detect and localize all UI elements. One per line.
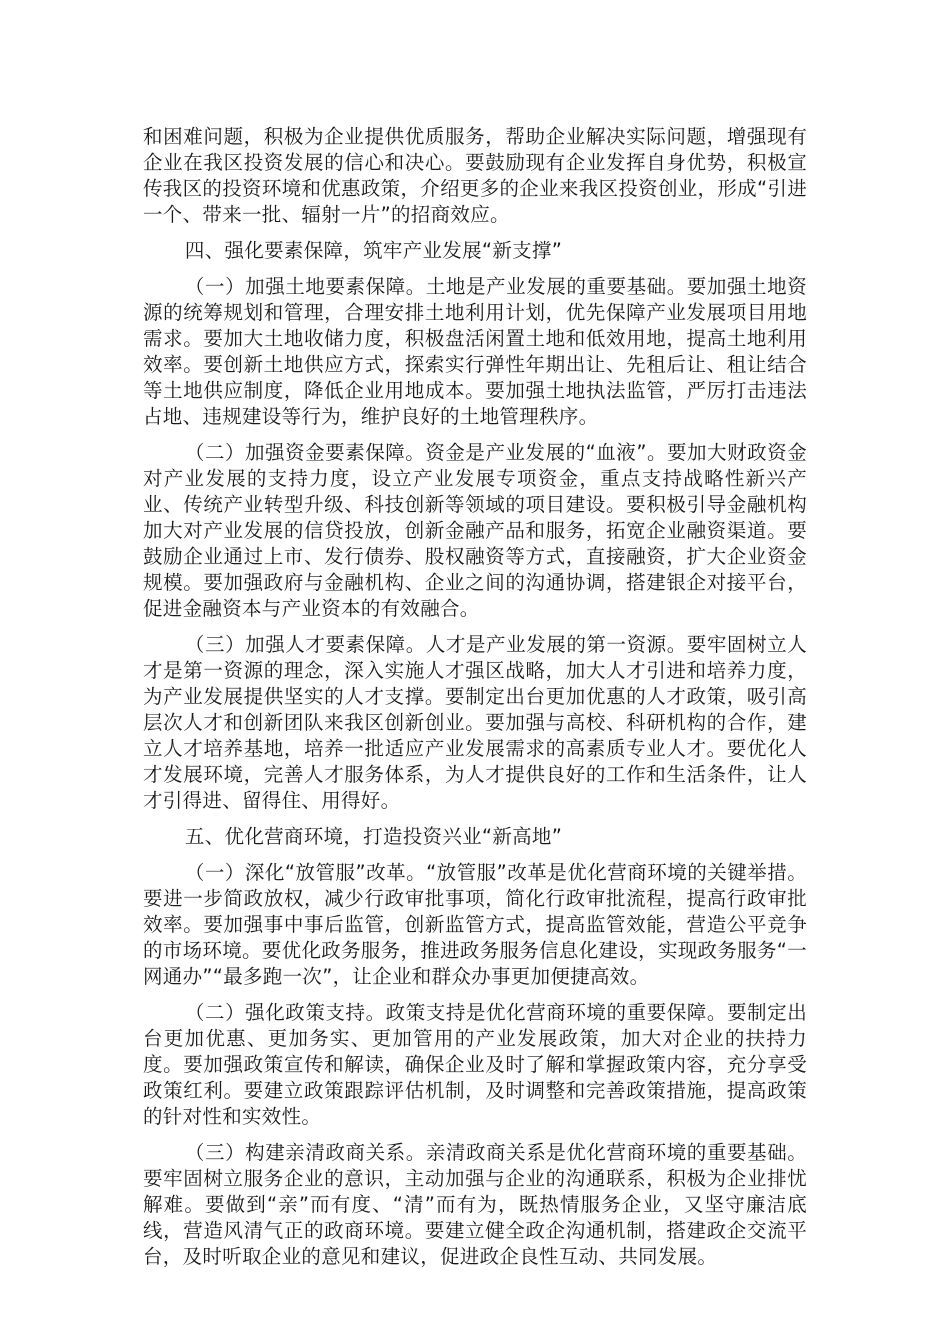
paragraph-capital-guarantee: （二）加强资金要素保障。资金是产业发展的“血液”。要加大财政资金对产业发展的支持力度，设立产业发展专项资金，重点支持战略性新兴产业、传统产业转型升级、科技创新等领域的项目建设。要积极引导金融机构加大对产业发展的信贷投放，创新金融产品和服务，拓宽企业融资渠道。要鼓励企业通过上市、发行债券、股权融资等方式，直接融资，扩大企业资金规模。要加强政府与金融机构、企业之间的沟通协调，搭建银企对接平台，促进金融资本与产业资本的有效融合。: [143, 441, 807, 620]
section-heading-four: 四、强化要素保障，筑牢产业发展“新支撑”: [184, 239, 563, 262]
document-body: [143, 124, 807, 1280]
paragraph-talent-guarantee: （三）加强人才要素保障。人才是产业发展的第一资源。要牢固树立人才是第一资源的理念，深入实施人才强区战略，加大人才引进和培养力度，为产业发展提供坚实的人才支撑。要制定出台更加优惠的人才政策，吸引高层次人才和创新团队来我区创新创业。要加强与高校、科研机构的合作，建立人才培养基地，培养一批适应产业发展需求的高素质专业人才。要优化人才发展环境，完善人才服务体系，为人才提供良好的工作和生活条件，让人才引得进、留得住、用得好。: [143, 633, 807, 812]
paragraph-land-guarantee: （一）加强土地要素保障。土地是产业发展的重要基础。要加强土地资源的统筹规划和管理，合理安排土地利用计划，优先保障产业发展项目用地需求。要加大土地收储力度，积极盘活闲置土地和低效用地，提高土地利用效率。要创新土地供应方式，探索实行弹性年期出让、先租后让、租让结合等土地供应制度，降低企业用地成本。要加强土地执法监管，严厉打击违法占地、违规建设等行为，维护良好的土地管理秩序。: [143, 275, 807, 428]
paragraph-government-business-relations: （三）构建亲清政商关系。亲清政商关系是优化营商环境的重要基础。要牢固树立服务企业的意识，主动加强与企业的沟通联系，积极为企业排忧解难。要做到“亲”而有度、“清”而有为，既热情服务企业，又坚守廉洁底线，营造风清气正的政商环境。要建立健全政企沟通机制，搭建政企交流平台，及时听取企业的意见和建议，促进政企良性互动、共同发展。: [143, 1141, 807, 1268]
paragraph-policy-support: （二）强化政策支持。政策支持是优化营商环境的重要保障。要制定出台更加优惠、更加务实、更加管用的产业发展政策，加大对企业的扶持力度。要加强政策宣传和解读，确保企业及时了解和掌握政策内容，充分享受政策红利。要建立政策跟踪评估机制，及时调整和完善政策措施，提高政策的针对性和实效性。: [143, 1001, 807, 1128]
section-heading-five: 五、优化营商环境，打造投资兴业“新高地”: [184, 825, 563, 848]
paragraph-reform: （一）深化“放管服”改革。“放管服”改革是优化营商环境的关键举措。要进一步简政放权，减少行政审批事项，简化行政审批流程，提高行政审批效率。要加强事中事后监管，创新监管方式，提高监管效能，营造公平竞争的市场环境。要优化政务服务，推进政务服务信息化建设，实现政务服务“一网通办”“最多跑一次”，让企业和群众办事更加便捷高效。: [143, 861, 807, 988]
paragraph-continuation: 和困难问题，积极为企业提供优质服务，帮助企业解决实际问题，增强现有企业在我区投资发展的信心和决心。要鼓励现有企业发挥自身优势，积极宣传我区的投资环境和优惠政策，介绍更多的企业来我区投资创业，形成“引进一个、带来一批、辐射一片”的招商效应。: [143, 125, 807, 226]
